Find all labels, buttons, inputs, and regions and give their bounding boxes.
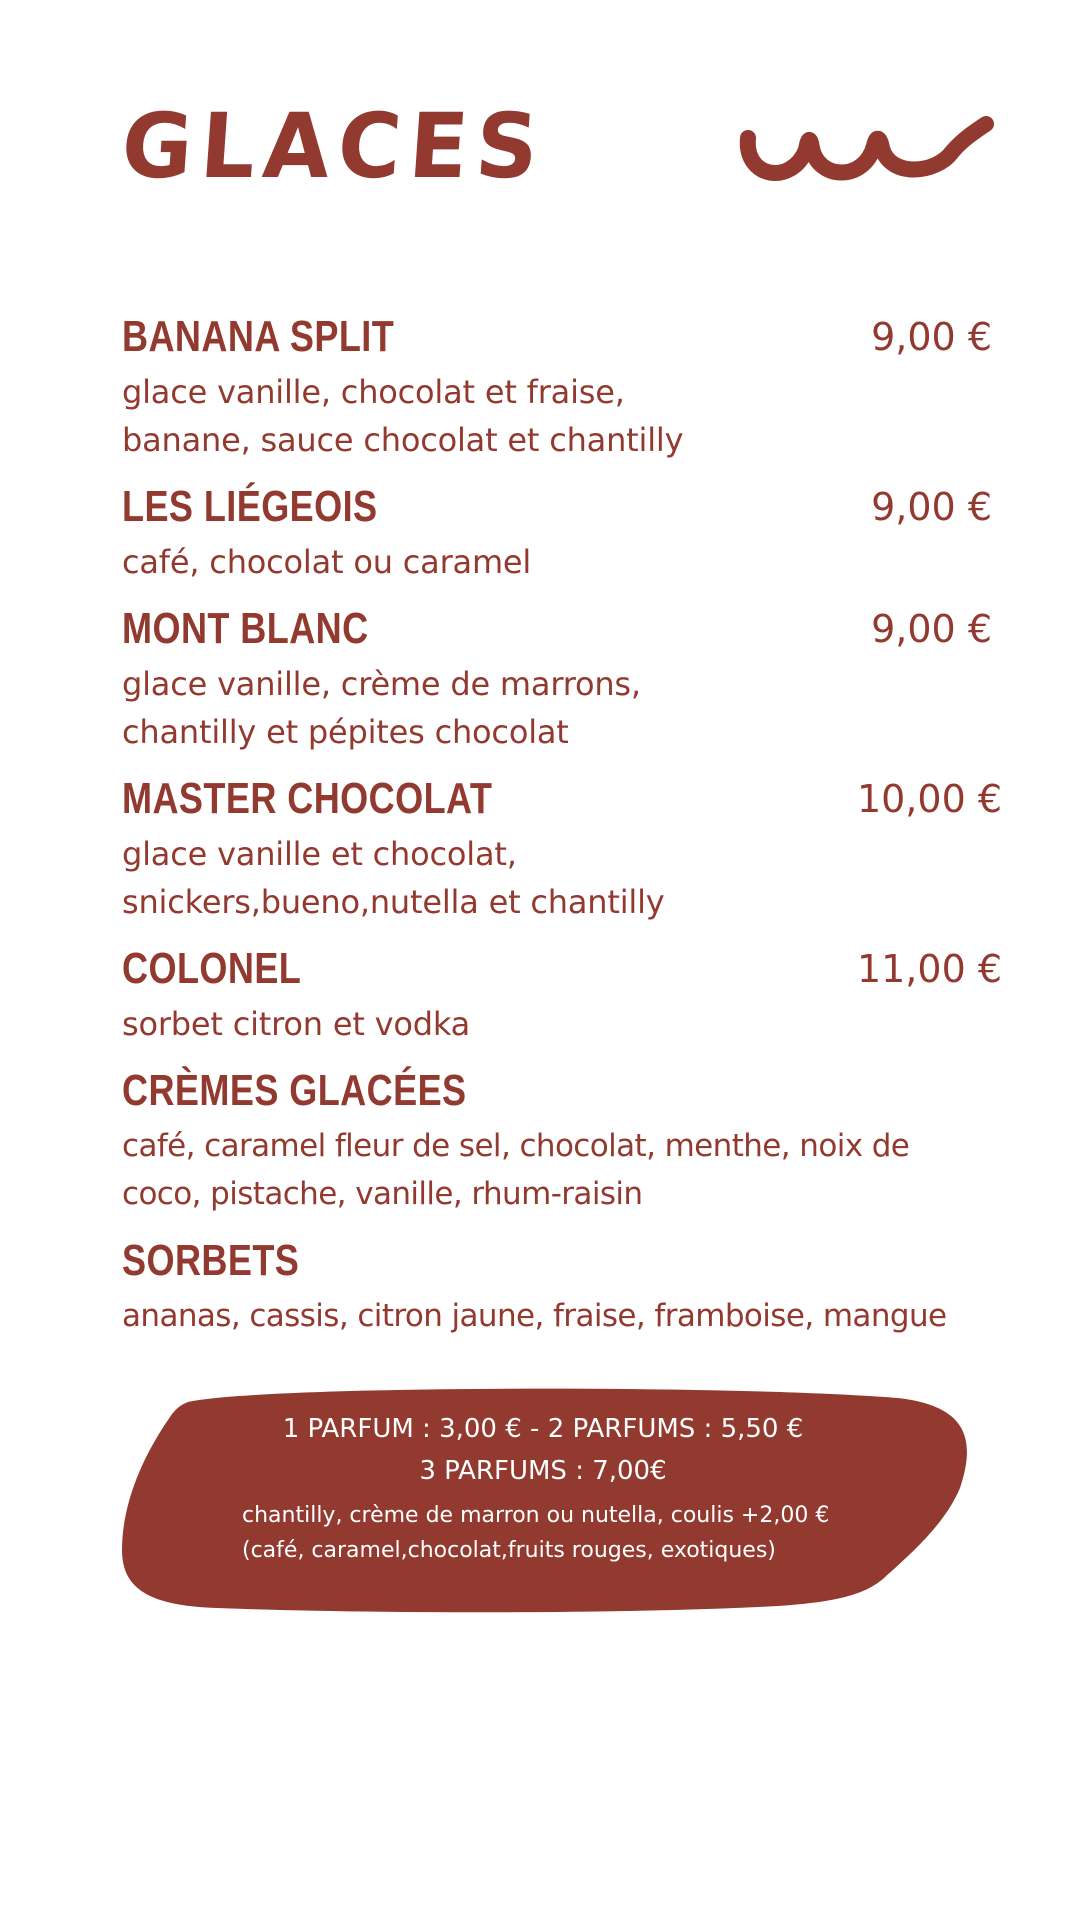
pricing-extras	[242, 1498, 829, 1568]
squiggle-icon	[736, 108, 996, 198]
menu-item-mont-blanc	[122, 600, 1002, 756]
item-name: LES LIÉGEOIS	[122, 482, 378, 531]
item-price: 11,00 €	[856, 947, 1002, 991]
menu-item-les-liegeois	[122, 478, 1002, 586]
pricing-text	[118, 1408, 968, 1492]
page-title: GLACES	[118, 95, 550, 199]
item-description: café, chocolat ou caramel	[122, 543, 532, 581]
extras-line-1: chantilly, crème de marron ou nutella, coulis +2,00 €	[242, 1503, 830, 1528]
item-description: sorbet citron et vodka	[122, 1005, 471, 1043]
extras-line-2: (café, caramel,chocolat,fruits rouges, exotiques)	[242, 1538, 776, 1563]
item-price: 9,00 €	[871, 485, 992, 529]
menu-list	[122, 308, 1002, 1354]
item-name: BANANA SPLIT	[122, 312, 395, 361]
item-name: MASTER CHOCOLAT	[122, 774, 493, 823]
menu-item-banana-split	[122, 308, 1002, 464]
item-price: 9,00 €	[871, 607, 992, 651]
menu-item-cremes-glacees	[122, 1062, 1002, 1218]
item-description: glace vanille, chocolat et fraise, banane, sauce chocolat et chantilly	[122, 373, 684, 459]
item-name: MONT BLANC	[122, 604, 369, 653]
menu-item-colonel	[122, 940, 1002, 1048]
item-name: COLONEL	[122, 944, 302, 993]
pricing-line-2: 3 PARFUMS : 7,00€	[419, 1456, 667, 1486]
item-description: café, caramel fleur de sel, chocolat, menthe, noix de coco, pistache, vanille, rhum-raisin	[122, 1128, 910, 1212]
pricing-box	[118, 1380, 968, 1620]
item-description: glace vanille, crème de marrons, chantilly et pépites chocolat	[122, 665, 641, 751]
item-description: ananas, cassis, citron jaune, fraise, framboise, mangue	[122, 1298, 947, 1334]
item-description: glace vanille et chocolat, snickers,bueno,nutella et chantilly	[122, 835, 665, 921]
item-name: SORBETS	[122, 1236, 300, 1285]
pricing-line-1: 1 PARFUM : 3,00 € - 2 PARFUMS : 5,50 €	[282, 1414, 804, 1444]
menu-item-sorbets	[122, 1232, 1002, 1340]
item-price: 9,00 €	[871, 315, 992, 359]
menu-item-master-chocolat	[122, 770, 1002, 926]
item-name: CRÈMES GLACÉES	[122, 1066, 467, 1115]
item-price: 10,00 €	[856, 777, 1002, 821]
